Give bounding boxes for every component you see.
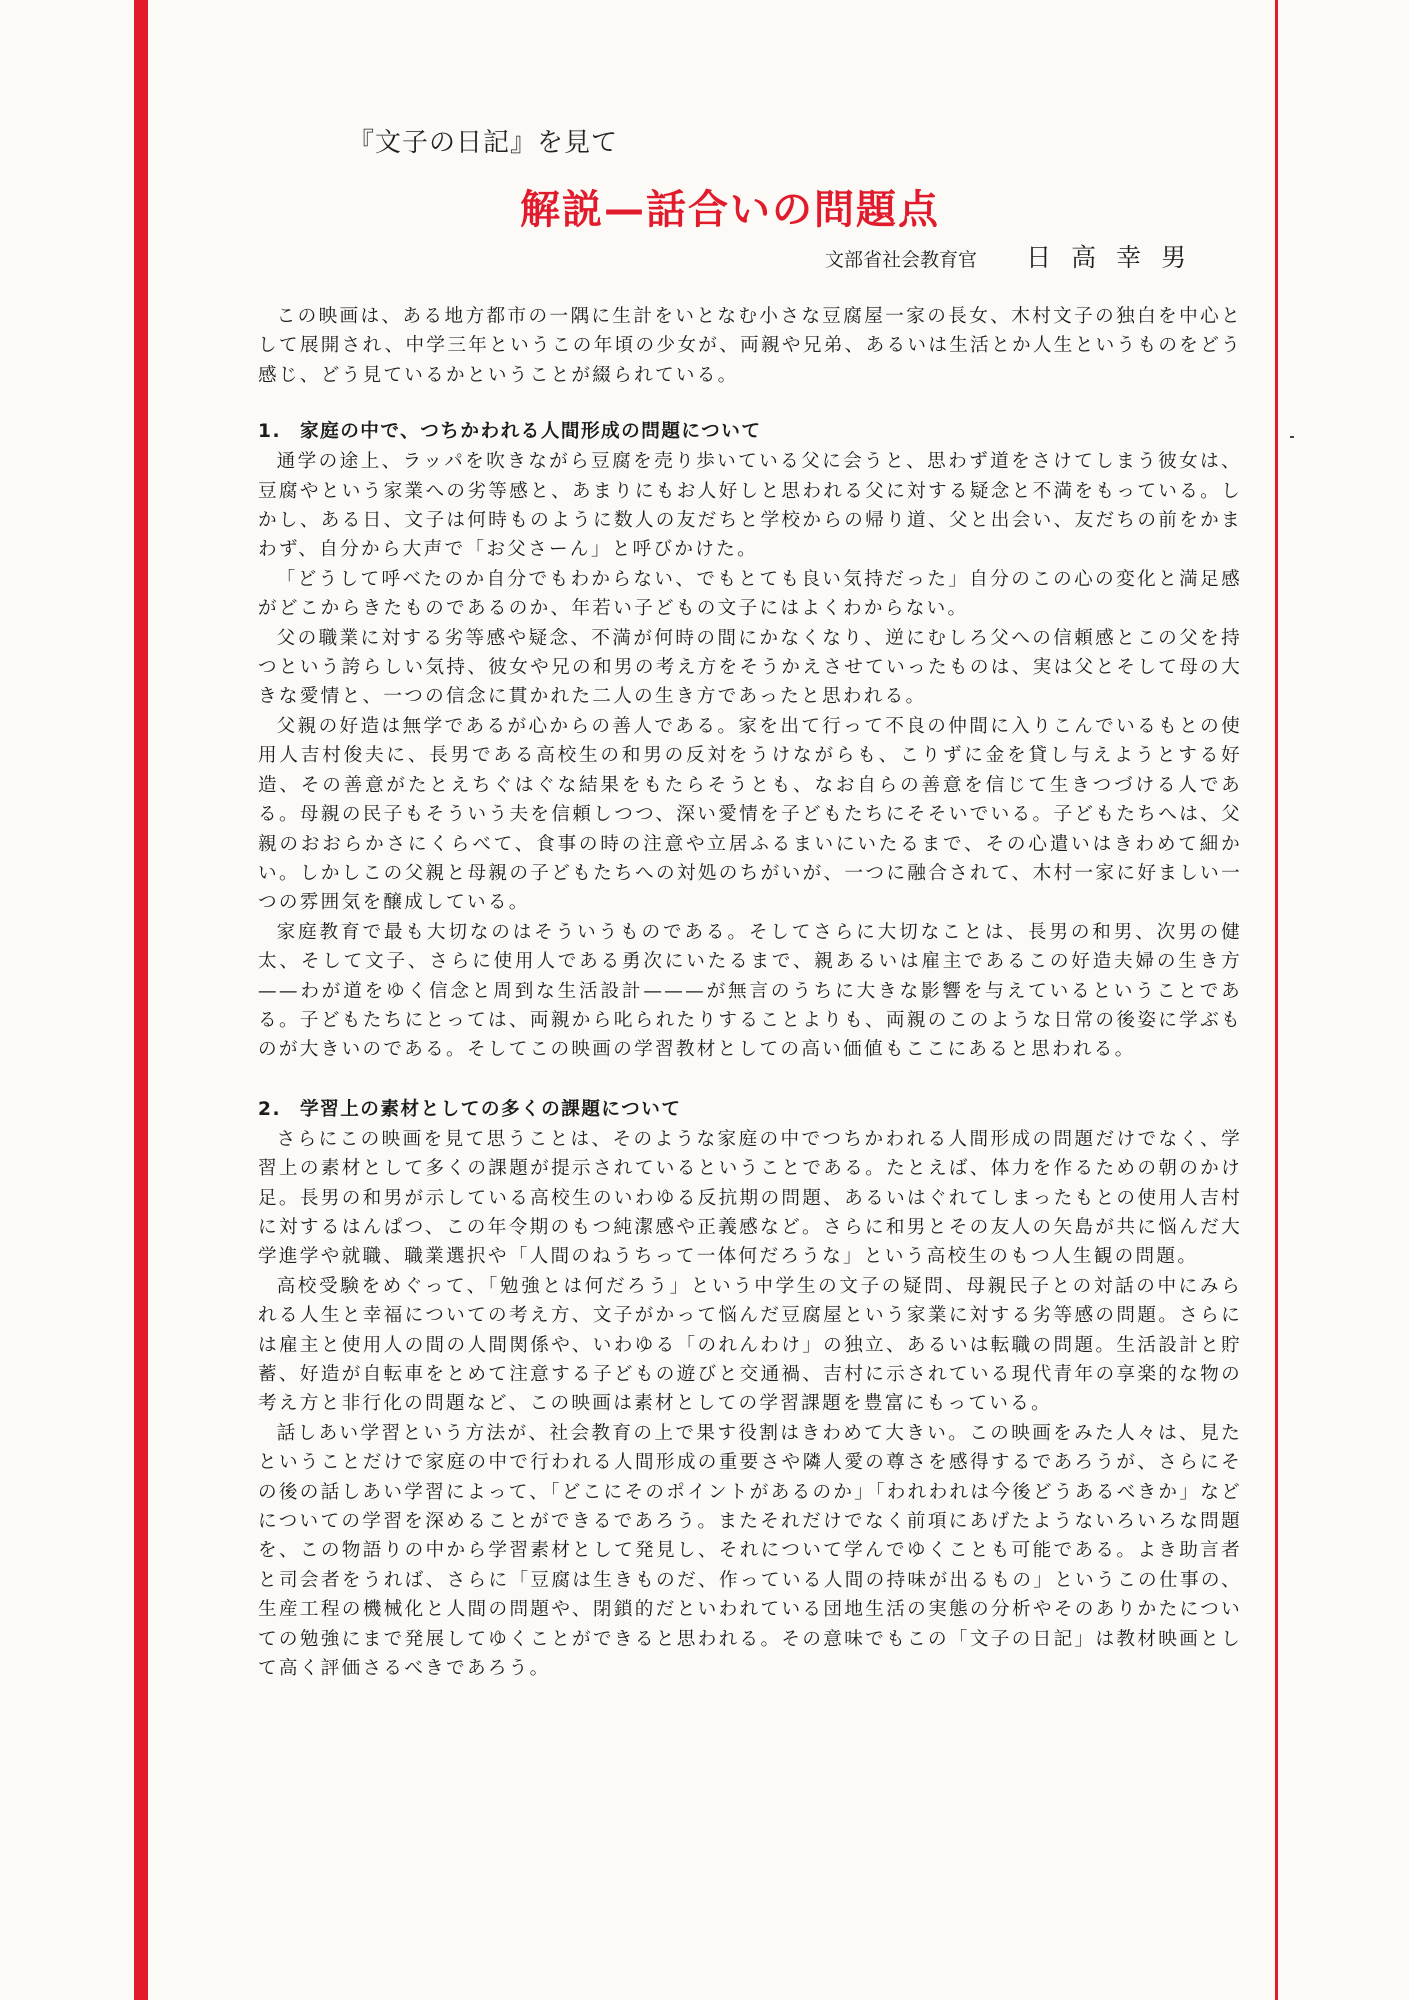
author-name: 日高幸男: [1026, 243, 1207, 272]
left-red-margin-bar: [134, 0, 148, 2000]
body-paragraph: 通学の途上、ラッパを吹きながら豆腐を売り歩いている父に会うと、思わず道をさけてしまう彼女は、豆腐やという家業への劣等感と、あまりにもお人好しと思われる父に対する疑念と不満をもっている。しかし、ある日、文子は何時ものように数人の友だちと学校からの帰り道、父と出会い、友だちの前をかまわず、自分から大声で「お父さーん」と呼びかけた。: [258, 451, 1242, 561]
section-spacer: [258, 1065, 1242, 1095]
right-red-margin-line: [1275, 0, 1278, 2000]
author-affiliation: 文部省社会教育官: [825, 249, 978, 271]
article-subtitle: 『文子の日記』を見て: [348, 128, 619, 158]
body-paragraph: 高校受験をめぐって、「勉強とは何だろう」という中学生の文子の疑問、母親民子との対話の中にみられる人生と幸福についての考え方、文子がかって悩んだ豆腐屋という家業に対する劣等感の問題。さらには雇主と使用人の間の人間関係や、いわゆる「のれんわけ」の独立、あるいは転職の問題。生活設計と貯蓄、好造が自転車をとめて注意する子どもの遊びと交通禍、吉村に示されている現代青年の享楽的な物の考え方と非行化の問題など、この映画は素材としての学習課題を豊富にもっている。: [258, 1275, 1242, 1415]
section-1: [258, 417, 1242, 1065]
body-paragraph: 父親の好造は無学であるが心からの善人である。家を出て行って不良の仲間に入りこんでいるもとの使用人吉村俊夫に、長男である高校生の和男の反対をうけながらも、こりずに金を貸し与えようとする好造、その善意がたとえちぐはぐな結果をもたらそうとも、なお自らの善意を信じて生きつづける人である。母親の民子もそういう夫を信頼しつつ、深い愛情を子どもたちにそそいでいる。子どもたちへは、父親のおおらかさにくらべて、食事の時の注意や立居ふるまいにいたるまで、その心遣いはきわめて細かい。しかしこの父親と母親の子どもたちへの対処のちがいが、一つに融合されて、木村一家に好ましい一つの雰囲気を醸成している。: [258, 715, 1242, 914]
body-paragraph: 「どうして呼べたのか自分でもわからない、でもとても良い気持だった」自分のこの心の変化と満足感がどこからきたものであるのか、年若い子どもの文子にはよくわからない。: [258, 568, 1242, 620]
body-paragraph: 父の職業に対する劣等感や疑念、不満が何時の間にかなくなり、逆にむしろ父への信頼感とこの父を持つという誇らしい気持、彼女や兄の和男の考え方をそうかえさせていったものは、実は父とそして母の大きな愛情と、一つの信念に貫かれた二人の生き方であったと思われる。: [258, 627, 1242, 708]
section-heading: [258, 1095, 1242, 1125]
section-heading: [258, 417, 1242, 447]
body-paragraph: さらにこの映画を見て思うことは、そのような家庭の中でつちかわれる人間形成の問題だけでなく、学習上の素材として多くの課題が提示されているということである。たとえば、体力を作るための朝のかけ足。長男の和男が示している高校生のいわゆる反抗期の問題、あるいはぐれてしまったもとの使用人吉村に対するはんぱつ、この年令期のもつ純潔感や正義感など。さらに和男とその友人の矢島が共に悩んだ大学進学や就職、職業選択や「人間のねうちって一体何だろうな」という高校生のもつ人生観の問題。: [258, 1128, 1242, 1268]
body-paragraph: 家庭教育で最も大切なのはそういうものである。そしてさらに大切なことは、長男の和男、次男の健太、そして文子、さらに使用人である勇次にいたるまで、親あるいは雇主であるこの好造夫婦の生き方——わが道をゆく信念と周到な生活設計———が無言のうちに大きな影響を与えているということである。子どもたちにとっては、両親から叱られたりすることよりも、両親のこのような日常の後姿に学ぶものが大きいのである。そしてこの映画の学習教材としての高い価値もここにあると思われる。: [258, 921, 1242, 1061]
body-paragraph: 話しあい学習という方法が、社会教育の上で果す役割はきわめて大きい。この映画をみた人々は、見たということだけで家庭の中で行われる人間形成の重要さや隣人愛の尊さを感得するであろうが、さらにその後の話しあい学習によって、「どこにそのポイントがあるのか」「われわれは今後どうあるべきか」などについての学習を深めることができるであろう。またそれだけでなく前項にあげたようないろいろな問題を、この物語りの中から学習素材として発見し、それについて学んでゆくことも可能である。よき助言者と司会者をうれば、さらに「豆腐は生きものだ、作っている人間の持味が出るもの」というこの仕事の、生産工程の機械化と人間の問題や、閉鎖的だといわれている団地生活の実態の分析やそのありかたについての勉強にまで発展してゆくことができると思われる。その意味でもこの「文子の日記」は教材映画として高く評価さるべきであろう。: [258, 1422, 1242, 1680]
section-2: [258, 1095, 1242, 1684]
section-number: 1.: [258, 421, 282, 443]
intro-paragraph: この映画は、ある地方都市の一隅に生計をいとなむ小さな豆腐屋一家の長女、木村文子の独白を中心として展開され、中学三年というこの年頃の少女が、両親や兄弟、あるいは生活とか人生というものをどう感じ、どう見ているかということが綴られている。: [258, 306, 1242, 386]
section-heading-text: 家庭の中で、つちかわれる人間形成の問題について: [300, 421, 762, 443]
section-heading-text: 学習上の素材としての多くの課題について: [300, 1098, 682, 1120]
article-body: [258, 302, 1242, 1683]
margin-tick-mark: [1290, 436, 1294, 438]
article-title: 解説—話合いの問題点: [520, 187, 940, 233]
section-number: 2.: [258, 1098, 282, 1120]
byline: [825, 238, 1206, 274]
